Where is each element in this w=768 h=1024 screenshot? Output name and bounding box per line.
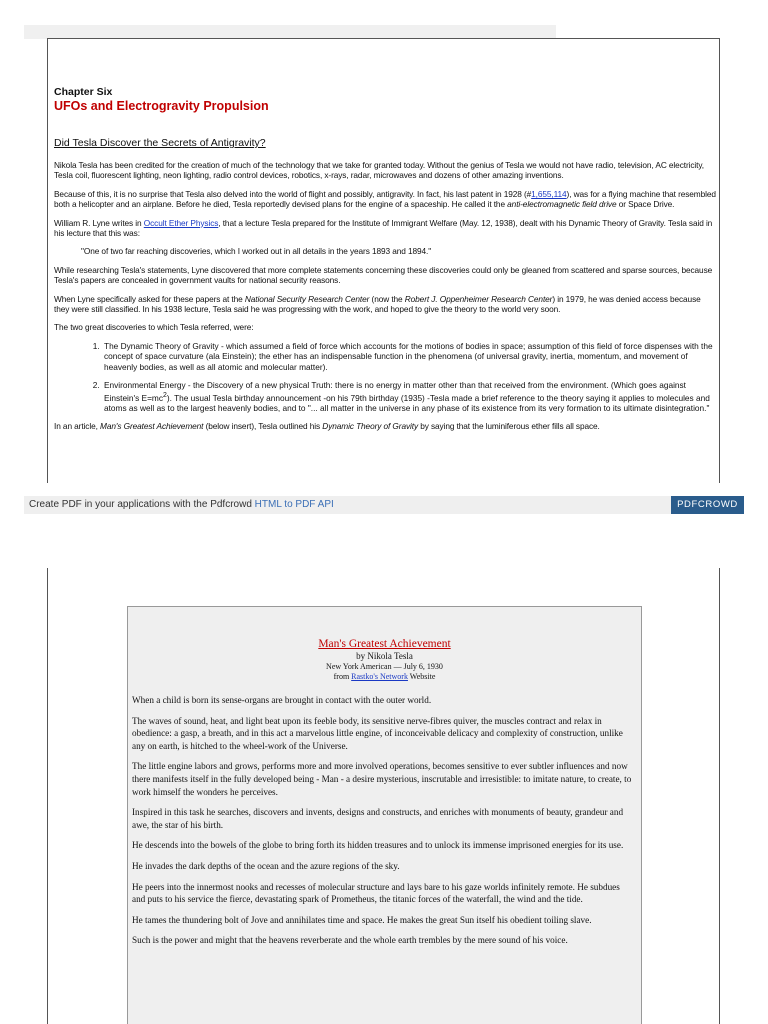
article-insert: [127, 606, 642, 1024]
discoveries-list: [54, 341, 718, 413]
patent-link[interactable]: 1,655,114: [531, 188, 567, 199]
paragraph-4: While researching Tesla's statements, Lyne discovered that more complete statements concerning these discoveries could only be gleaned from scattered and sparse sources, because Tesla's papers are concealed in government vaults for national security reasons.: [54, 264, 713, 286]
insert-source: New York American — July 6, 1930: [326, 662, 443, 671]
insert-byline: by Nikola Tesla: [356, 651, 413, 661]
paragraph-5: When Lyne specifically asked for these papers at the National Security Research Center (now the Robert J. Oppenheimer Research Center) in 1979, he was denied access because they were still classified. In his 1938 lecture, Tesla said he was progressing with the work, and hoped to give the theory to the world very soon.: [54, 293, 701, 315]
pdfcrowd-badge[interactable]: PDFCROWD: [671, 496, 744, 514]
insert-from: from Rastko's Network Website: [333, 672, 436, 681]
rastkos-network-link[interactable]: Rastko's Network: [351, 672, 408, 681]
section-heading: Did Tesla Discover the Secrets of Antigravity?: [54, 137, 266, 149]
insert-paragraph: The waves of sound, heat, and light beat upon its feeble body, its sensitive nerve-fibres quiver, the muscles contract and relax in obedience: a gasp, a breath, and in this act a marvelous little engine, of inconceivable delicacy and complexity of construction, unlike any on earth, is hitched to the wheel-work of the Universe.: [132, 715, 623, 751]
list-item: 1. The Dynamic Theory of Gravity - which assumed a field of force which accounts for the motions of bodies in space; assumption of this field of force dispenses with the concept of space curvature (ala Einstein); the ether has an indispensable function in the phenomena (of universal gravity, inertia, momentum, and movement of heavenly bodies, as well as all atomic and molecular matter).: [102, 341, 718, 372]
insert-paragraph: When a child is born its sense-organs are brought in contact with the outer world.: [132, 695, 432, 705]
insert-paragraph: The little engine labors and grows, performs more and more involved operations, becomes sensitive to ever subtler influences and now there manifests itself in the fully developed being - Man - a desire mysterious, inscrutable and irresistible: to imitate nature, to create, to work himself the wonders he perceives.: [132, 761, 632, 797]
list-item: 2. Environmental Energy - the Discovery of a new physical Truth: there is no energy in matter other than that received from the environment. (Which goes against Einstein's $E=mc^2$). The usual Tesla birthday announcement -on his 79th birthday (1935) -Tesla made a brief reference to the theory saying it applies to molecules and atoms as well as to the largest heavenly bodies, and to "... all matter in the universe in any phase of its existence from its very formation to its ultimate disintegration.": [102, 380, 718, 413]
top-bar: [24, 25, 556, 39]
paragraph-3: William R. Lyne writes in Occult Ether Physics, that a lecture Tesla prepared for the Institute of Immigrant Welfare (May. 12, 1938), dealt with his Dynamic Theory of Gravity. Tesla said in his lecture that this was:: [54, 217, 713, 239]
occult-ether-physics-link[interactable]: Occult Ether Physics: [143, 217, 219, 228]
chapter-title: UFOs and Electrogravity Propulsion: [54, 99, 269, 113]
insert-paragraph: He tames the thundering bolt of Jove and annihilates time and space. He makes the great Sun itself his obedient toiling slave.: [132, 914, 592, 925]
paragraph-6: The two great discoveries to which Tesla referred, were:: [54, 322, 254, 333]
page-1-content: [54, 86, 718, 439]
insert-body: [128, 694, 641, 947]
footer-text: Create PDF in your applications with the Pdfcrowd HTML to PDF API: [29, 499, 334, 510]
paragraph-1: Nikola Tesla has been credited for the creation of much of the technology that we take for granted today. Without the genius of Tesla we would not have radio, television, AC electricity, Tesla coil, fluorescent lighting, neon lighting, radio control devices, robotics, x-rays, radar, microwaves and dozens of other amazing inventions.: [54, 160, 704, 181]
insert-paragraph: He peers into the innermost nooks and recesses of molecular structure and lays bare to his gaze worlds infinitely remote. He subdues and puts to his service the fierce, devastating spark of Prometheus, the titanic forces of the waterfall, the wind and the tide.: [132, 881, 620, 905]
insert-paragraph: He descends into the bowels of the globe to bring forth its hidden treasures and to unlock its immense imprisoned energies for its use.: [132, 840, 624, 851]
pdfcrowd-footer: [24, 496, 744, 514]
insert-title[interactable]: Man's Greatest Achievement: [318, 638, 451, 650]
paragraph-7: In an article, Man's Greatest Achievement (below insert), Tesla outlined his Dynamic Theory of Gravity by saying that the luminiferous ether fills all space.: [54, 421, 600, 432]
html-to-pdf-api-link[interactable]: HTML to PDF API: [254, 499, 334, 510]
block-quote: "One of two far reaching discoveries, which I worked out in all details in the years 1893 and 1894.": [81, 246, 432, 257]
paragraph-2: Because of this, it is no surprise that Tesla also delved into the world of flight and possibly, antigravity. In fact, his last patent in 1928 (#1,655,114), was for a flying machine that resembled both a helicopter and an airplane. Before he died, Tesla reportedly devised plans for the engine of a spaceship. He called it the anti-electromagnetic field drive or Space Drive.: [54, 188, 716, 210]
insert-paragraph: Such is the power and might that the heavens reverberate and the whole earth trembles by the mere sound of his voice.: [132, 935, 568, 946]
insert-paragraph: He invades the dark depths of the ocean and the azure regions of the sky.: [132, 860, 400, 871]
insert-paragraph: Inspired in this task he searches, discovers and invents, designs and constructs, and enriches with monuments of beauty, grandeur and awe, the star of his birth.: [132, 807, 624, 830]
chapter-label: Chapter Six: [54, 86, 113, 98]
document-page-1: [47, 38, 720, 483]
insert-header: [128, 638, 641, 682]
